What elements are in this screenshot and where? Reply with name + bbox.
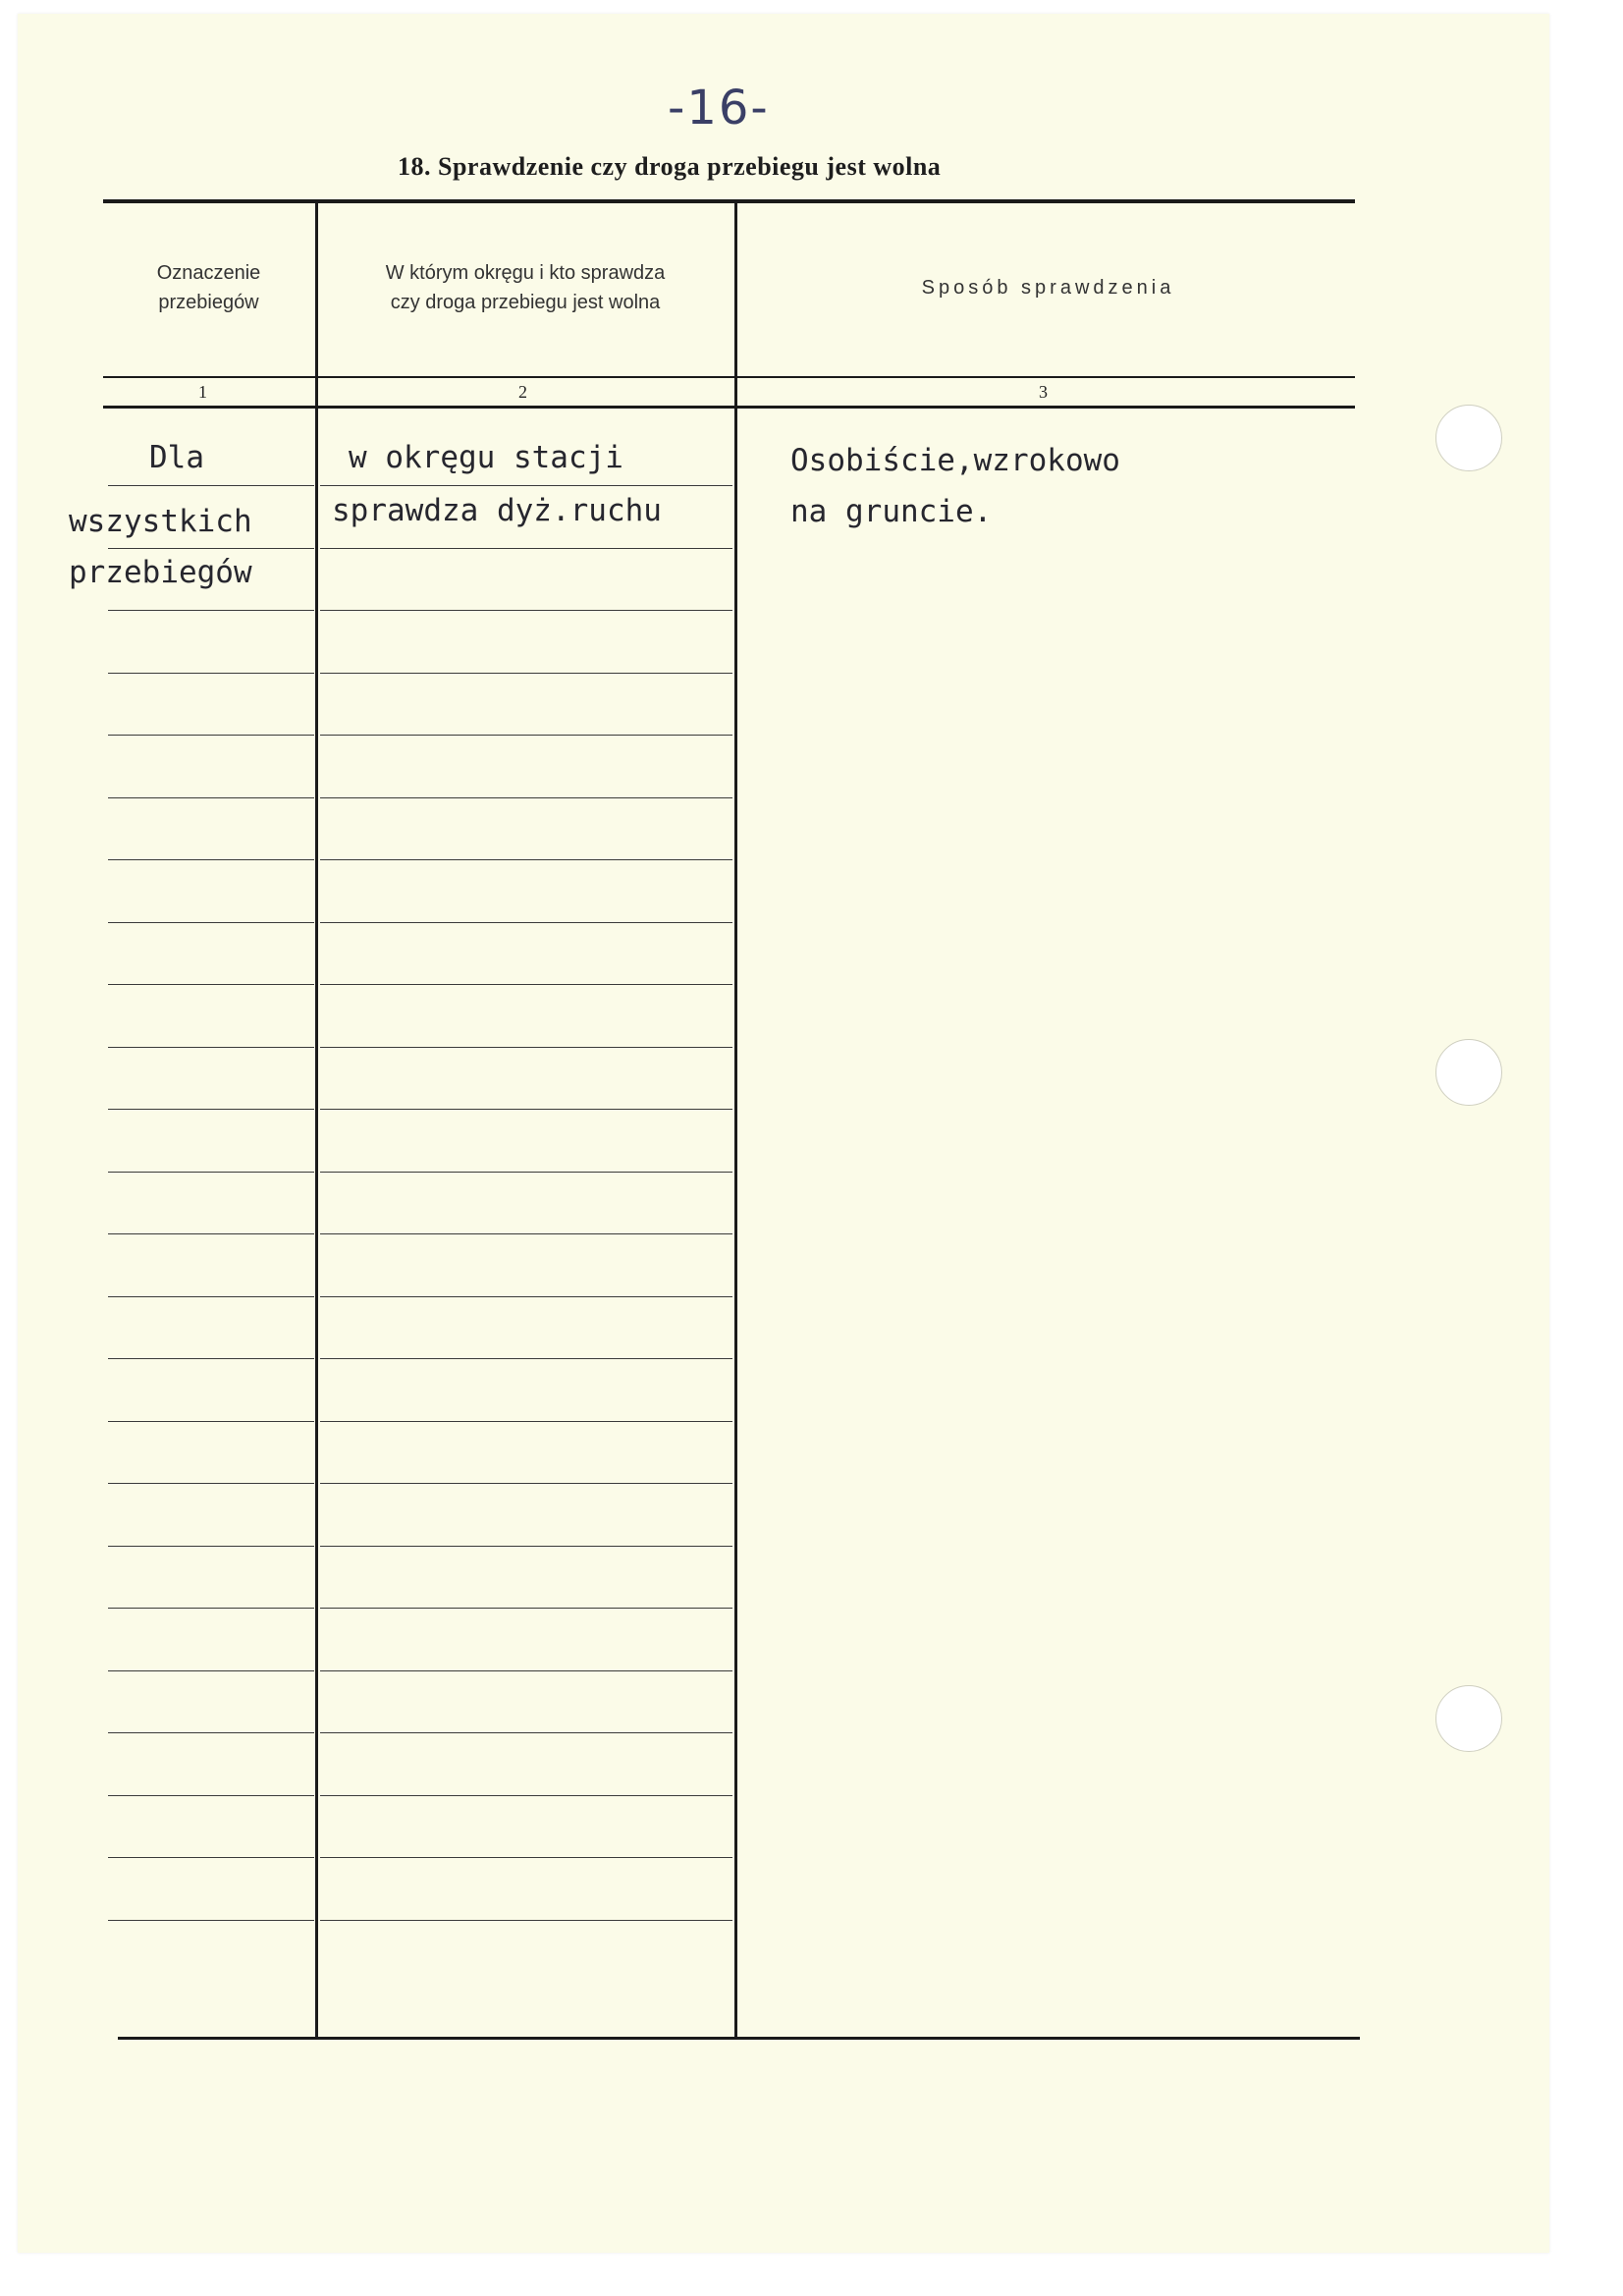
ruled-line — [108, 1608, 314, 1609]
ruled-line — [320, 1857, 732, 1858]
ruled-line — [320, 984, 732, 985]
ruled-line — [108, 1358, 314, 1359]
ruled-line — [108, 673, 314, 674]
ruled-line — [108, 1546, 314, 1547]
ruled-line — [320, 548, 732, 549]
ruled-line — [108, 797, 314, 798]
ruled-line — [320, 1608, 732, 1609]
column-header-2 — [324, 258, 727, 317]
ruled-line — [108, 1109, 314, 1110]
column-header-3-line1: Sposób sprawdzenia — [921, 277, 1175, 299]
ruled-line — [320, 859, 732, 860]
column-header-1 — [108, 258, 309, 317]
column-divider-2 — [734, 203, 737, 2038]
column-number-3: 3 — [1039, 382, 1048, 402]
column-number-1: 1 — [198, 382, 207, 402]
ruled-line — [320, 1483, 732, 1484]
column-header-2-line1: W którym okręgu i kto sprawdza — [385, 262, 666, 284]
ruled-line — [320, 735, 732, 736]
ruled-line — [108, 1047, 314, 1048]
page-number: -16- — [668, 81, 770, 136]
ruled-line — [108, 1483, 314, 1484]
ruled-line — [108, 922, 314, 923]
ruled-line — [320, 1109, 732, 1110]
ruled-line — [320, 1233, 732, 1234]
table-bottom-border — [118, 2037, 1360, 2040]
column-header-3 — [746, 273, 1350, 302]
ruled-line — [108, 610, 314, 611]
entry-col1-line1: Dla — [149, 440, 204, 475]
ruled-line — [108, 548, 314, 549]
ruled-line — [320, 673, 732, 674]
ruled-line — [320, 1047, 732, 1048]
ruled-line — [108, 1233, 314, 1234]
document-page — [18, 14, 1549, 2253]
ruled-line — [108, 984, 314, 985]
ruled-line — [320, 1795, 732, 1796]
ruled-line — [320, 797, 732, 798]
punch-hole — [1435, 1685, 1502, 1752]
header-bottom-border — [103, 376, 1355, 378]
ruled-line — [320, 1670, 732, 1671]
punch-hole — [1435, 1039, 1502, 1106]
ruled-line — [320, 1546, 732, 1547]
ruled-line — [320, 1296, 732, 1297]
column-header-1-line2: przebiegów — [158, 292, 259, 313]
entry-col1-line3: przebiegów — [69, 555, 252, 590]
ruled-line — [108, 859, 314, 860]
ruled-line — [320, 922, 732, 923]
ruled-line — [108, 1296, 314, 1297]
entry-col2-line2: sprawdza dyż.ruchu — [332, 493, 662, 528]
ruled-line — [320, 1172, 732, 1173]
ruled-line — [320, 1732, 732, 1733]
entry-col1-line2: wszystkich — [69, 504, 252, 539]
ruled-line — [108, 1172, 314, 1173]
section-title: 18. Sprawdzenie czy droga przebiegu jest wolna — [398, 152, 942, 181]
ruled-line — [108, 1920, 314, 1921]
ruled-line — [108, 735, 314, 736]
entry-col3-line2: na gruncie. — [790, 494, 993, 529]
ruled-line — [108, 1670, 314, 1671]
ruled-line — [320, 1920, 732, 1921]
punch-hole — [1435, 405, 1502, 471]
column-number-row-border — [103, 406, 1355, 409]
column-header-2-line2: czy droga przebiegu jest wolna — [390, 292, 661, 313]
ruled-line — [320, 1358, 732, 1359]
column-header-1-line1: Oznaczenie — [156, 262, 261, 284]
table-top-border — [103, 199, 1355, 203]
ruled-line — [108, 485, 314, 486]
ruled-line — [320, 1421, 732, 1422]
ruled-line — [108, 1795, 314, 1796]
entry-col2-line1: w okręgu stacji — [349, 440, 623, 475]
column-divider-1 — [315, 203, 318, 2038]
ruled-line — [320, 485, 732, 486]
ruled-line — [320, 610, 732, 611]
ruled-line — [108, 1732, 314, 1733]
entry-col3-line1: Osobiście,wzrokowo — [790, 443, 1120, 478]
ruled-line — [108, 1421, 314, 1422]
column-number-2: 2 — [518, 382, 527, 402]
ruled-line — [108, 1857, 314, 1858]
